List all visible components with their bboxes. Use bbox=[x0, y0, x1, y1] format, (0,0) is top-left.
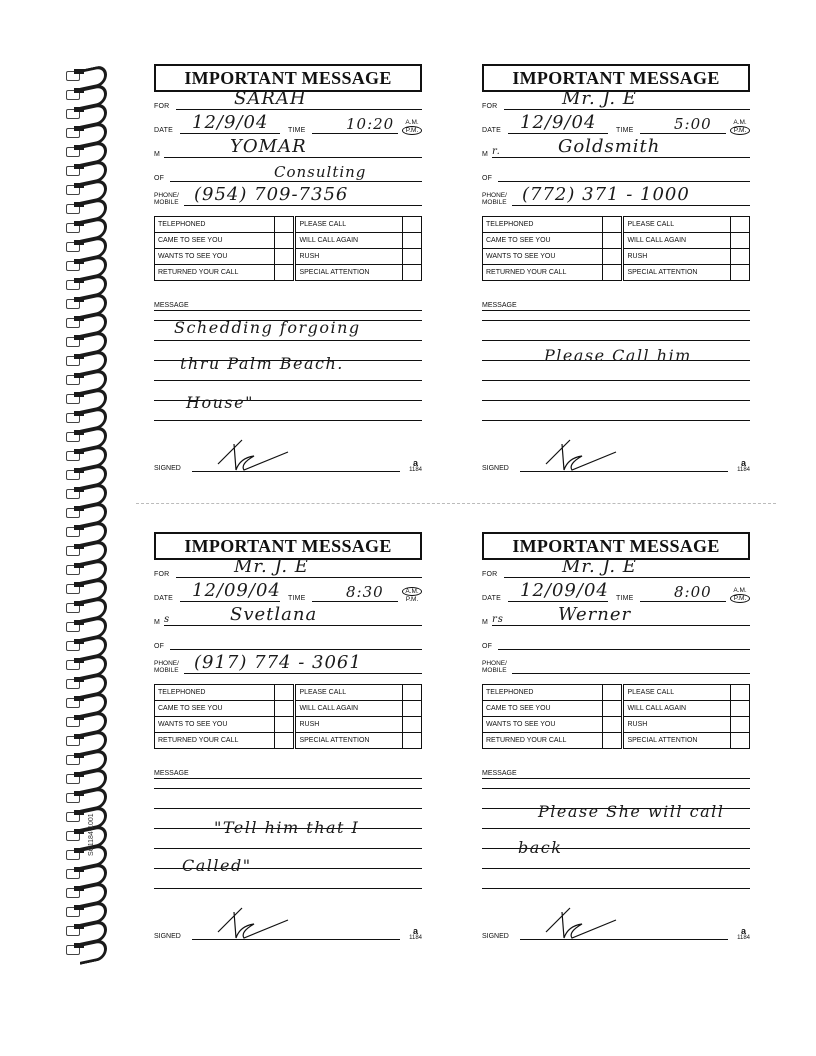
phone-field bbox=[154, 652, 422, 676]
spiral-ring-icon bbox=[64, 446, 110, 465]
spiral-ring-icon bbox=[64, 693, 110, 712]
spiral-ring-icon bbox=[64, 256, 110, 275]
spiral-ring-icon bbox=[64, 636, 110, 655]
checkbox[interactable] bbox=[403, 265, 422, 281]
checkbox[interactable] bbox=[731, 685, 750, 701]
message-rule bbox=[482, 420, 750, 421]
spiral-ring-icon bbox=[64, 579, 110, 598]
spiral-ring-icon bbox=[64, 655, 110, 674]
check-row bbox=[483, 233, 750, 249]
message-slip bbox=[478, 532, 750, 941]
for-value[interactable]: Mr. J. E bbox=[562, 556, 637, 577]
signed-field bbox=[154, 456, 422, 474]
message-rule bbox=[154, 888, 422, 889]
time-label: TIME bbox=[288, 595, 306, 602]
slip-title: IMPORTANT MESSAGE bbox=[482, 532, 750, 560]
check-label: WILL CALL AGAIN bbox=[623, 701, 731, 717]
m-value[interactable]: YOMAR bbox=[230, 136, 307, 157]
message-label: MESSAGE bbox=[482, 770, 517, 777]
date-value[interactable]: 12/9/04 bbox=[520, 112, 597, 133]
check-label: RETURNED YOUR CALL bbox=[483, 265, 603, 281]
slip-title: IMPORTANT MESSAGE bbox=[154, 532, 422, 560]
spiral-ring-icon bbox=[64, 351, 110, 370]
message-label: MESSAGE bbox=[154, 770, 189, 777]
spiral-ring-icon bbox=[64, 750, 110, 769]
spiral-ring-icon bbox=[64, 142, 110, 161]
date-value[interactable]: 12/09/04 bbox=[520, 580, 609, 601]
am-pm bbox=[730, 587, 750, 603]
checkbox[interactable] bbox=[403, 233, 422, 249]
date-value[interactable]: 12/09/04 bbox=[192, 580, 281, 601]
check-row bbox=[483, 249, 750, 265]
spiral-ring-icon bbox=[64, 199, 110, 218]
check-label: PLEASE CALL bbox=[623, 217, 731, 233]
message-text: Schedding forgoing bbox=[174, 318, 361, 337]
checkbox[interactable] bbox=[731, 733, 750, 749]
check-row bbox=[155, 217, 422, 233]
message-text: Please She will call bbox=[538, 802, 725, 821]
signed-field bbox=[482, 456, 750, 474]
date-field bbox=[482, 112, 750, 136]
spiral-ring-icon bbox=[64, 180, 110, 199]
check-label: RUSH bbox=[295, 717, 403, 733]
m-label: M bbox=[154, 151, 161, 158]
spiral-ring-icon bbox=[64, 522, 110, 541]
phone-value[interactable]: (954) 709-7356 bbox=[194, 184, 349, 205]
check-label: RETURNED YOUR CALL bbox=[155, 265, 275, 281]
form-code: a 1184 bbox=[737, 458, 750, 473]
spiral-ring-icon bbox=[64, 503, 110, 522]
checkbox[interactable] bbox=[403, 701, 422, 717]
check-row bbox=[155, 265, 422, 281]
check-row bbox=[155, 701, 422, 717]
spiral-ring-icon bbox=[64, 237, 110, 256]
phone-label: PHONE/ MOBILE bbox=[154, 660, 179, 674]
signature-icon bbox=[538, 434, 618, 474]
checkbox[interactable] bbox=[275, 733, 295, 749]
check-label: CAME TO SEE YOU bbox=[155, 701, 275, 717]
phone-label: PHONE/ MOBILE bbox=[482, 660, 507, 674]
am-option[interactable]: A.M. bbox=[402, 587, 422, 596]
message-rule bbox=[154, 310, 422, 311]
am-option[interactable]: A.M. bbox=[405, 119, 419, 126]
of-field bbox=[154, 164, 422, 184]
check-label: SPECIAL ATTENTION bbox=[295, 265, 403, 281]
spiral-ring-icon bbox=[64, 161, 110, 180]
checkbox[interactable] bbox=[731, 249, 750, 265]
checkbox[interactable] bbox=[275, 217, 295, 233]
m-value[interactable]: Goldsmith bbox=[558, 136, 661, 157]
signature-icon bbox=[210, 434, 290, 474]
phone-field bbox=[154, 184, 422, 208]
spiral-ring-icon bbox=[64, 85, 110, 104]
spiral-ring-icon bbox=[64, 370, 110, 389]
message-rule bbox=[482, 778, 750, 779]
m-field bbox=[482, 136, 750, 160]
time-value[interactable]: 5:00 bbox=[674, 115, 712, 133]
spiral-ring-icon bbox=[64, 826, 110, 845]
spiral-ring-icon bbox=[64, 674, 110, 693]
spiral-ring-icon bbox=[64, 218, 110, 237]
checkbox[interactable] bbox=[275, 685, 295, 701]
check-label: TELEPHONED bbox=[483, 217, 603, 233]
phone-value[interactable]: (772) 371 - 1000 bbox=[522, 184, 690, 205]
checkbox[interactable] bbox=[275, 717, 295, 733]
spiral-ring-icon bbox=[64, 902, 110, 921]
spiral-ring-icon bbox=[64, 313, 110, 332]
message-rule bbox=[482, 868, 750, 869]
pm-option[interactable]: P.M. bbox=[730, 126, 750, 135]
spiral-ring-icon bbox=[64, 617, 110, 636]
checkbox[interactable] bbox=[731, 265, 750, 281]
check-label: WANTS TO SEE YOU bbox=[155, 249, 275, 265]
message-rule bbox=[482, 310, 750, 311]
m-label: M bbox=[154, 619, 161, 626]
check-label: TELEPHONED bbox=[155, 217, 275, 233]
check-label: RETURNED YOUR CALL bbox=[155, 733, 275, 749]
message-rule bbox=[154, 808, 422, 809]
check-label: CAME TO SEE YOU bbox=[483, 701, 603, 717]
binding-code: SC1184-1001 bbox=[88, 813, 95, 856]
check-label: PLEASE CALL bbox=[623, 685, 731, 701]
form-code: a 1184 bbox=[409, 926, 422, 941]
check-label: SPECIAL ATTENTION bbox=[295, 733, 403, 749]
checkbox[interactable] bbox=[275, 265, 295, 281]
checkbox[interactable] bbox=[603, 265, 623, 281]
message-rule bbox=[154, 778, 422, 779]
check-label: WILL CALL AGAIN bbox=[295, 233, 403, 249]
check-row bbox=[483, 217, 750, 233]
message-rule bbox=[482, 340, 750, 341]
date-field bbox=[482, 580, 750, 604]
date-label: DATE bbox=[154, 127, 173, 134]
spiral-ring-icon bbox=[64, 465, 110, 484]
message-slip bbox=[150, 64, 422, 473]
check-row bbox=[483, 265, 750, 281]
spiral-ring-icon bbox=[64, 712, 110, 731]
spiral-ring-icon bbox=[64, 940, 110, 959]
checkbox[interactable] bbox=[275, 701, 295, 717]
for-value[interactable]: Mr. J. E bbox=[234, 556, 309, 577]
checkbox[interactable] bbox=[603, 701, 623, 717]
check-row bbox=[155, 685, 422, 701]
spiral-ring-icon bbox=[64, 769, 110, 788]
time-value[interactable]: 8:00 bbox=[674, 583, 712, 601]
spiral-ring-icon bbox=[64, 807, 110, 826]
spiral-ring-icon bbox=[64, 883, 110, 902]
m-value[interactable]: Svetlana bbox=[230, 604, 318, 625]
time-label: TIME bbox=[616, 595, 634, 602]
am-option[interactable]: A.M. bbox=[733, 119, 747, 126]
spiral-ring-icon bbox=[64, 921, 110, 940]
spiral-ring-icon bbox=[64, 389, 110, 408]
spiral-ring-icon bbox=[64, 408, 110, 427]
of-field bbox=[482, 164, 750, 184]
check-label: RUSH bbox=[623, 717, 731, 733]
checkbox[interactable] bbox=[603, 717, 623, 733]
pm-option[interactable]: P.M. bbox=[730, 594, 750, 603]
message-rule bbox=[154, 788, 422, 789]
message-text: back bbox=[518, 838, 563, 857]
phone-value[interactable]: (917) 774 - 3061 bbox=[194, 652, 362, 673]
spiral-ring-icon bbox=[64, 275, 110, 294]
message-text: Called" bbox=[182, 856, 252, 875]
checkbox[interactable] bbox=[603, 233, 623, 249]
signed-label: SIGNED bbox=[154, 933, 181, 940]
spiral-ring-icon bbox=[64, 332, 110, 351]
message-rule bbox=[482, 888, 750, 889]
for-field bbox=[482, 88, 750, 112]
checkbox[interactable] bbox=[275, 249, 295, 265]
check-label: WANTS TO SEE YOU bbox=[483, 717, 603, 733]
check-label: PLEASE CALL bbox=[295, 685, 403, 701]
for-label: FOR bbox=[482, 103, 498, 110]
am-pm bbox=[402, 119, 422, 135]
of-label: OF bbox=[482, 643, 493, 650]
check-label: WILL CALL AGAIN bbox=[623, 233, 731, 249]
spiral-ring-icon bbox=[64, 864, 110, 883]
checkbox[interactable] bbox=[403, 217, 422, 233]
message-text: "Tell him that I bbox=[214, 818, 360, 837]
time-label: TIME bbox=[616, 127, 634, 134]
of-label: OF bbox=[154, 175, 165, 182]
pm-option[interactable]: P.M. bbox=[405, 596, 419, 603]
check-label: CAME TO SEE YOU bbox=[155, 233, 275, 249]
spiral-ring-icon bbox=[64, 484, 110, 503]
m-field bbox=[154, 136, 422, 160]
date-label: DATE bbox=[482, 595, 501, 602]
checkbox-grid bbox=[482, 684, 750, 749]
spiral-ring-icon bbox=[64, 427, 110, 446]
of-label: OF bbox=[482, 175, 493, 182]
checkbox[interactable] bbox=[731, 217, 750, 233]
message-rule bbox=[482, 380, 750, 381]
message-rule bbox=[482, 828, 750, 829]
check-label: SPECIAL ATTENTION bbox=[623, 733, 731, 749]
spiral-ring-icon bbox=[64, 541, 110, 560]
check-label: WANTS TO SEE YOU bbox=[483, 249, 603, 265]
checkbox[interactable] bbox=[403, 685, 422, 701]
message-rule bbox=[482, 788, 750, 789]
message-slip bbox=[478, 64, 750, 473]
date-label: DATE bbox=[154, 595, 173, 602]
slip-title: IMPORTANT MESSAGE bbox=[154, 64, 422, 92]
spiral-ring-icon bbox=[64, 731, 110, 750]
signature-icon bbox=[538, 902, 618, 942]
check-row bbox=[483, 717, 750, 733]
check-row bbox=[155, 733, 422, 749]
for-field bbox=[154, 88, 422, 112]
m-prefix: r. bbox=[492, 146, 501, 157]
checkbox[interactable] bbox=[603, 217, 623, 233]
spiral-ring-icon bbox=[64, 560, 110, 579]
am-pm bbox=[402, 587, 422, 603]
check-label: WILL CALL AGAIN bbox=[295, 701, 403, 717]
time-value[interactable]: 10:20 bbox=[346, 115, 395, 133]
check-row bbox=[155, 233, 422, 249]
message-text: thru Palm Beach. bbox=[180, 354, 344, 373]
checkbox[interactable] bbox=[731, 233, 750, 249]
checkbox[interactable] bbox=[603, 249, 623, 265]
signed-field bbox=[154, 924, 422, 942]
pm-option[interactable]: P.M. bbox=[402, 126, 422, 135]
m-field bbox=[482, 604, 750, 628]
for-label: FOR bbox=[482, 571, 498, 578]
check-label: WANTS TO SEE YOU bbox=[155, 717, 275, 733]
checkbox[interactable] bbox=[403, 717, 422, 733]
phone-label: PHONE/ MOBILE bbox=[154, 192, 179, 206]
message-rule bbox=[154, 380, 422, 381]
spiral-ring-icon bbox=[64, 104, 110, 123]
am-option[interactable]: A.M. bbox=[733, 587, 747, 594]
message-label: MESSAGE bbox=[482, 302, 517, 309]
for-label: FOR bbox=[154, 103, 170, 110]
m-label: M bbox=[482, 619, 489, 626]
checkbox[interactable] bbox=[403, 733, 422, 749]
for-label: FOR bbox=[154, 571, 170, 578]
of-label: OF bbox=[154, 643, 165, 650]
check-row bbox=[155, 717, 422, 733]
check-row bbox=[483, 733, 750, 749]
m-prefix: s bbox=[164, 614, 171, 625]
phone-field bbox=[482, 656, 750, 676]
time-value[interactable]: 8:30 bbox=[346, 583, 384, 601]
check-label: RETURNED YOUR CALL bbox=[483, 733, 603, 749]
date-field bbox=[154, 112, 422, 136]
check-label: RUSH bbox=[295, 249, 403, 265]
message-rule bbox=[154, 340, 422, 341]
spiral-ring-icon bbox=[64, 845, 110, 864]
check-row bbox=[483, 685, 750, 701]
message-rule bbox=[154, 420, 422, 421]
date-label: DATE bbox=[482, 127, 501, 134]
form-code: a 1184 bbox=[409, 458, 422, 473]
message-rule bbox=[154, 848, 422, 849]
check-label: CAME TO SEE YOU bbox=[483, 233, 603, 249]
signed-label: SIGNED bbox=[154, 465, 181, 472]
message-rule bbox=[482, 320, 750, 321]
message-text: Please Call him bbox=[544, 346, 692, 365]
spiral-ring-icon bbox=[64, 788, 110, 807]
phone-label: PHONE/ MOBILE bbox=[482, 192, 507, 206]
check-label: TELEPHONED bbox=[155, 685, 275, 701]
checkbox[interactable] bbox=[603, 685, 623, 701]
spiral-ring-icon bbox=[64, 294, 110, 313]
check-label: RUSH bbox=[623, 249, 731, 265]
signed-label: SIGNED bbox=[482, 465, 509, 472]
message-rule bbox=[482, 400, 750, 401]
check-label: TELEPHONED bbox=[483, 685, 603, 701]
signature-icon bbox=[210, 902, 290, 942]
for-value[interactable]: Mr. J. E bbox=[562, 88, 637, 109]
check-row bbox=[155, 249, 422, 265]
m-field bbox=[154, 604, 422, 628]
checkbox[interactable] bbox=[403, 249, 422, 265]
checkbox[interactable] bbox=[731, 701, 750, 717]
time-label: TIME bbox=[288, 127, 306, 134]
checkbox-grid bbox=[154, 216, 422, 281]
checkbox-grid bbox=[482, 216, 750, 281]
signed-label: SIGNED bbox=[482, 933, 509, 940]
of-field bbox=[154, 632, 422, 652]
message-slip bbox=[150, 532, 422, 941]
spiral-ring-icon bbox=[64, 598, 110, 617]
spiral-ring-icon bbox=[64, 123, 110, 142]
for-value[interactable]: SARAH bbox=[234, 88, 307, 109]
m-value[interactable]: Werner bbox=[558, 604, 632, 625]
checkbox-grid bbox=[154, 684, 422, 749]
for-field bbox=[154, 556, 422, 580]
m-label: M bbox=[482, 151, 489, 158]
check-label: PLEASE CALL bbox=[295, 217, 403, 233]
date-value[interactable]: 12/9/04 bbox=[192, 112, 269, 133]
of-field bbox=[482, 632, 750, 652]
checkbox[interactable] bbox=[603, 733, 623, 749]
checkbox[interactable] bbox=[275, 233, 295, 249]
checkbox[interactable] bbox=[731, 717, 750, 733]
form-code: a 1184 bbox=[737, 926, 750, 941]
for-field bbox=[482, 556, 750, 580]
signed-field bbox=[482, 924, 750, 942]
tear-line bbox=[136, 503, 776, 504]
spiral-ring-icon bbox=[64, 66, 110, 85]
check-label: SPECIAL ATTENTION bbox=[623, 265, 731, 281]
phone-field bbox=[482, 184, 750, 208]
check-row bbox=[483, 701, 750, 717]
message-label: MESSAGE bbox=[154, 302, 189, 309]
slip-title: IMPORTANT MESSAGE bbox=[482, 64, 750, 92]
of-value[interactable]: Consulting bbox=[274, 163, 367, 181]
m-prefix: rs bbox=[492, 614, 504, 625]
message-text: House" bbox=[186, 393, 254, 412]
date-field bbox=[154, 580, 422, 604]
am-pm bbox=[730, 119, 750, 135]
